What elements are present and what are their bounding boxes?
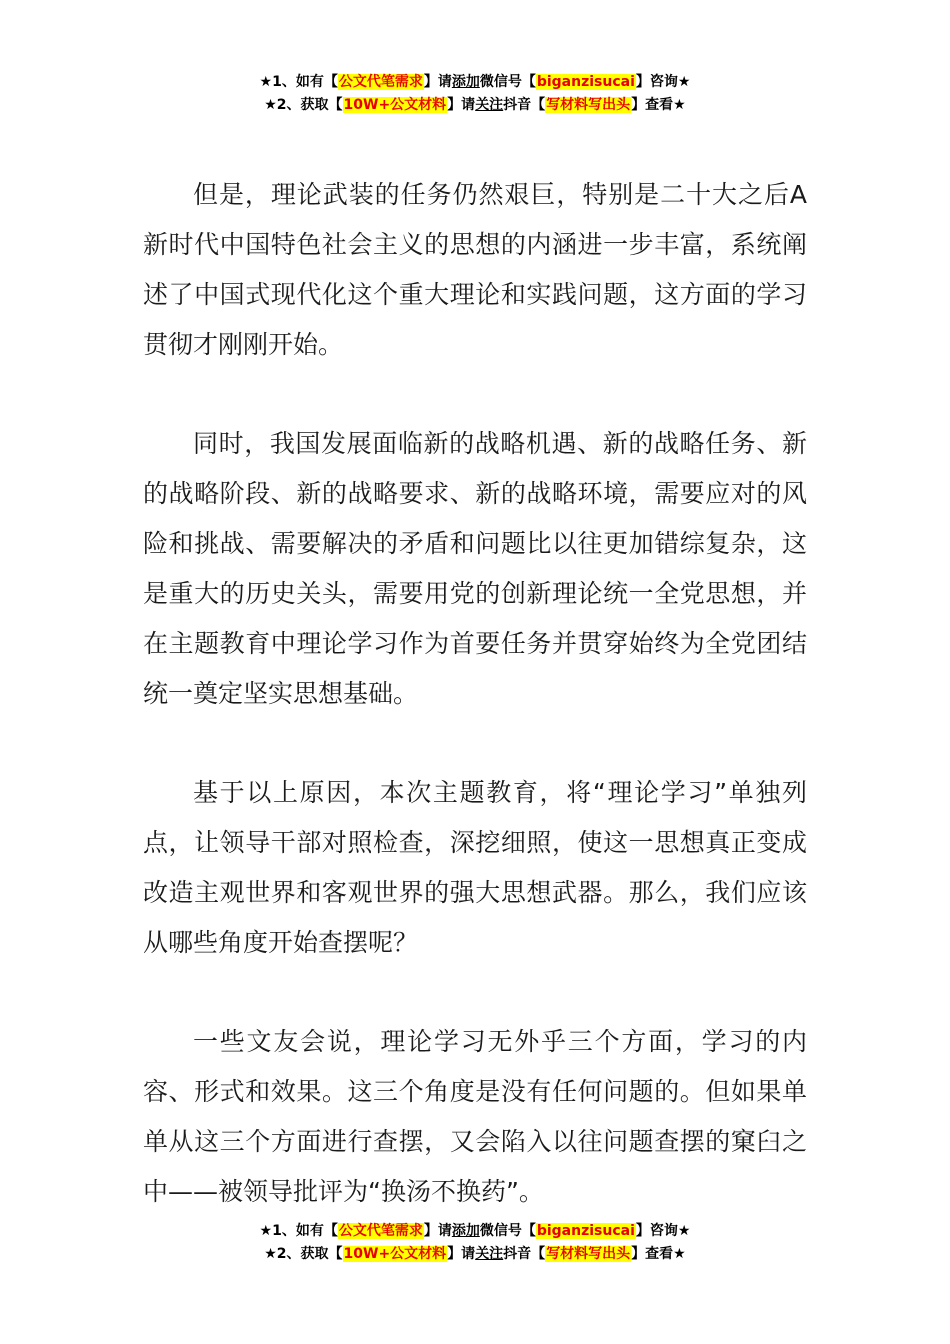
body-paragraph: 基于以上原因，本次主题教育，将“理论学习”单独列点，让领导干部对照检查，深挖细照，使这一思想真正变成改造主观世界和客观世界的强大思想武器。那么，我们应该从哪些角度开始查摆呢？ [143,778,807,957]
banner-line-2: ★2、获取【10W+公文材料】请关注抖音【写材料写出头】查看★ [264,1246,686,1262]
body-paragraph: 但是，理论武装的任务仍然艰巨，特别是二十大之后A新时代中国特色社会主义的思想的内涵进一步丰富，系统阐述了中国式现代化这个重大理论和实践问题，这方面的学习贯彻才刚刚开始。 [143,180,807,359]
banner-line-2: ★2、获取【10W+公文材料】请关注抖音【写材料写出头】查看★ [264,97,686,113]
body-paragraph: 一些文友会说，理论学习无外乎三个方面，学习的内容、形式和效果。这三个角度是没有任何问题的。但如果单单从这三个方面进行查摆，又会陷入以往问题查摆的窠臼之中——被领导批评为“换汤不换药”。 [143,1027,807,1206]
banner-highlight: 10W+公文材料 [343,97,447,113]
banner-highlight: 写材料写出头 [546,1246,631,1262]
body-paragraph: 同时，我国发展面临新的战略机遇、新的战略任务、新的战略阶段、新的战略要求、新的战略环境，需要应对的风险和挑战、需要解决的矛盾和问题比以往更加错综复杂，这是重大的历史关头，需要用党的创新理论统一全党思想，并在主题教育中理论学习作为首要任务并贯穿始终为全党团结统一奠定坚实思想基础。 [143,429,807,708]
banner-highlight: biganzisucai [536,74,635,90]
banner-highlight: 公文代笔需求 [338,74,423,90]
banner-highlight: 写材料写出头 [546,97,631,113]
banner-highlight: biganzisucai [536,1223,635,1239]
header-banner [0,71,950,117]
banner-line-1: ★1、如有【公文代笔需求】请添加微信号【biganzisucai】咨询★ [259,1223,691,1239]
document-body [143,170,807,1266]
banner-highlight: 10W+公文材料 [343,1246,447,1262]
banner-highlight: 公文代笔需求 [338,1223,423,1239]
banner-line-1: ★1、如有【公文代笔需求】请添加微信号【biganzisucai】咨询★ [259,74,691,90]
footer-banner [0,1220,950,1266]
